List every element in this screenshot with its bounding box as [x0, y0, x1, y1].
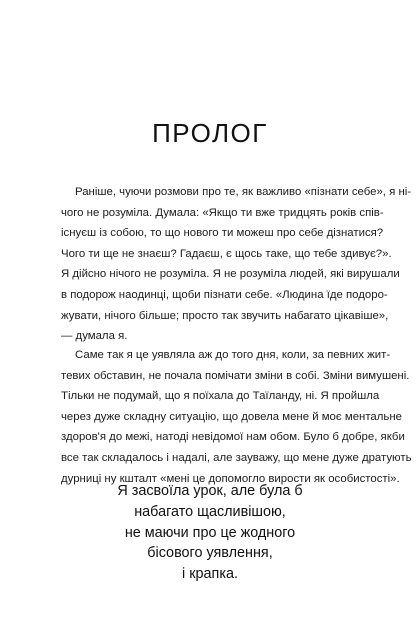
paragraph-line: в подорож наодинці, щоби пізнати себе. «Людина їде подоро-: [61, 288, 388, 301]
quote-line: Я засвоїла урок, але була б: [117, 483, 303, 499]
paragraph-line: Тільки не подумай, що я поїхала до Таїланду, ні. Я пройшла: [61, 390, 380, 403]
quote-line: бісового уявлення,: [147, 545, 273, 562]
closing-quote: [0, 481, 420, 585]
paragraph-2: [61, 345, 412, 489]
quote-line: і крапка.: [182, 566, 238, 583]
paragraph-line: тевих обставин, не почала помічати зміни в собі. Зміни вимушені.: [61, 369, 410, 382]
chapter-title: ПРОЛОГ: [152, 118, 268, 148]
paragraph-line: все так складалось і надалі, але зауважу, що мене дуже дратують: [61, 451, 412, 464]
paragraph-line: — думала я.: [61, 330, 128, 343]
paragraph-line: Саме так я це уявляла аж до того дня, коли, за певних жит-: [75, 349, 391, 361]
paragraph-line: жувати, нічого більше; просто так звучить набагато цікавіше»,: [61, 309, 389, 322]
quote-line: не маючи про це жодного: [124, 524, 296, 541]
paragraph-line: дурниці ну кшталт «мені це допомогло вирости як особистості».: [61, 472, 400, 485]
paragraph-line: здоров'я до межі, натоді невідомої нам обом. Було б добре, якби: [61, 431, 405, 444]
paragraph-line: чого не розуміла. Думала: «Якщо ти вже тридцять років спів-: [61, 206, 384, 219]
paragraph-1: [61, 182, 412, 347]
paragraph-line: Чого ти ще не знаєш? Гадаєш, є щось таке, що тебе здивує?».: [61, 247, 392, 260]
paragraph-line: Я дійсно нічого не розуміла. Я не розуміла людей, які вирушали: [61, 268, 400, 281]
quote-line: набагато щасливішою,: [134, 503, 286, 520]
paragraph-line: через дуже складну ситуацію, що довела мене й моє ментальне: [61, 410, 402, 423]
paragraph-line: існуєш із собою, то що нового ти можеш про себе дізнатися?: [61, 227, 384, 240]
paragraph-line: Раніше, чуючи розмови про те, як важливо «пізнати себе», я ні-: [75, 186, 412, 198]
